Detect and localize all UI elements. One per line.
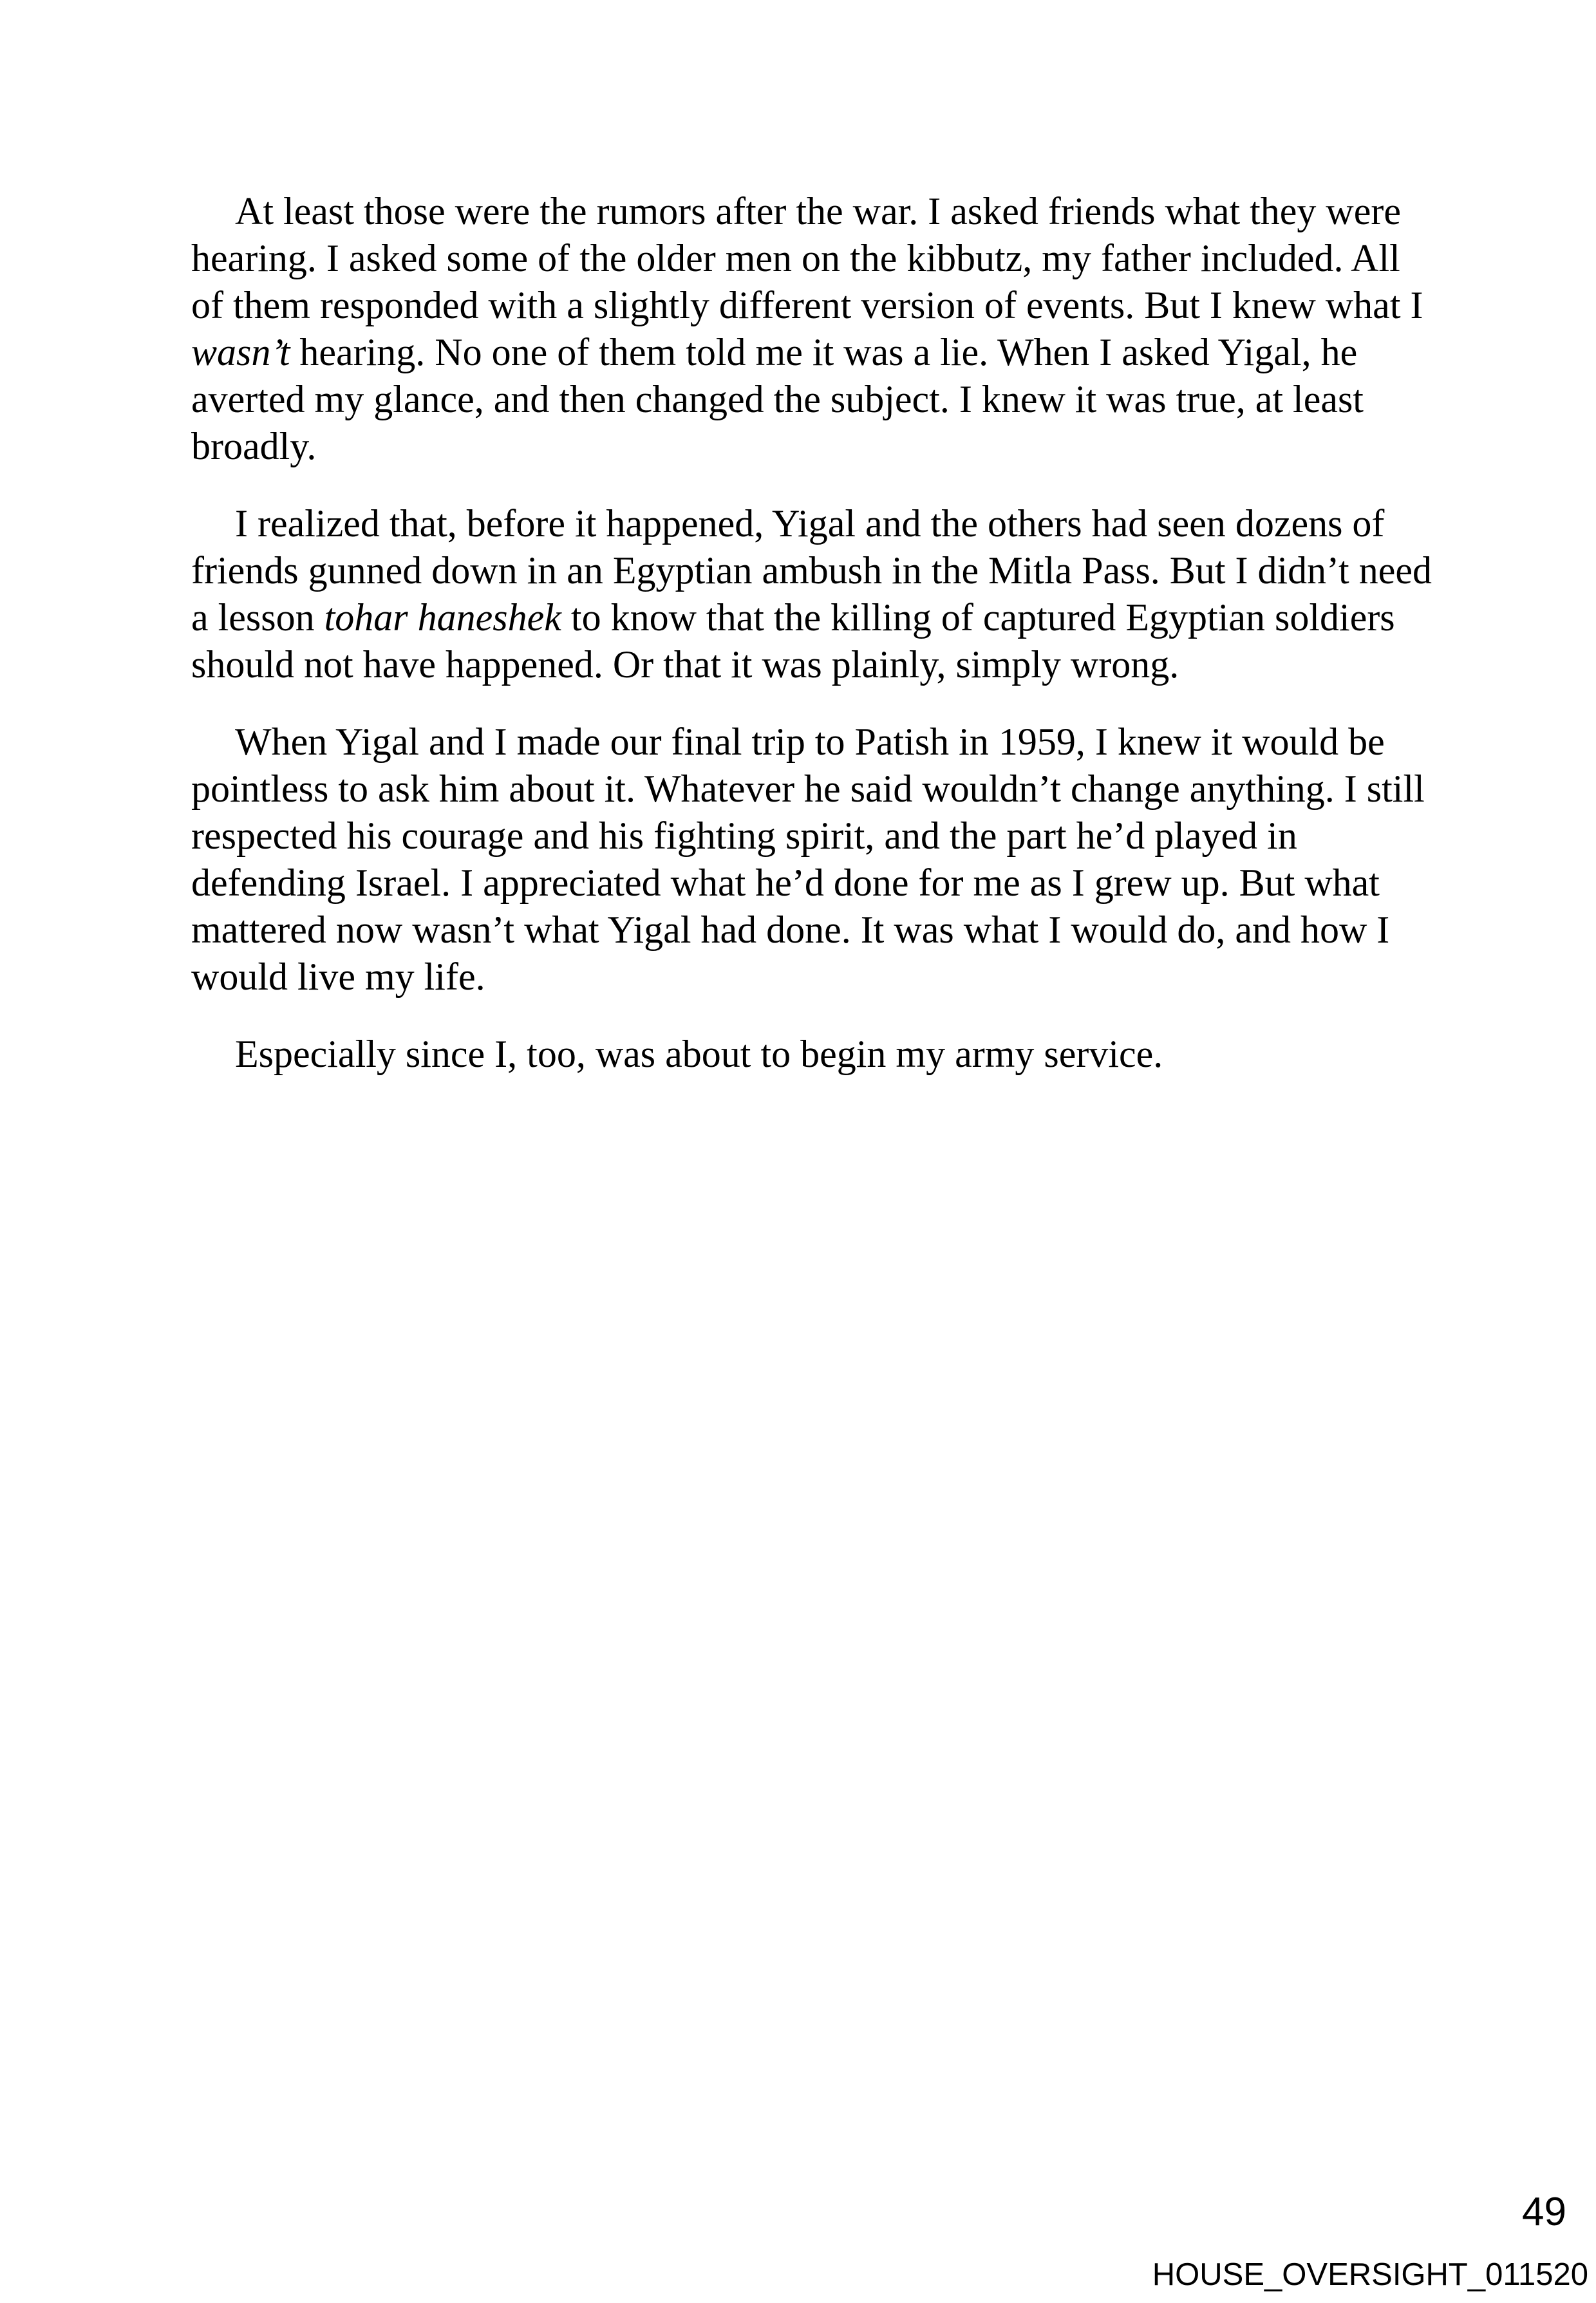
text-run: friends gunned down in an Egyptian ambush in the Mitla Pass. But I didn’t need (191, 549, 1432, 592)
text-run: to know that the killing of captured Egyptian soldiers (561, 596, 1395, 639)
text-run: When Yigal and I made our final trip to Patish in 1959, I knew it would be (235, 720, 1385, 763)
text-line (191, 1031, 1517, 1078)
paragraph (191, 1031, 1517, 1078)
text-line (191, 766, 1517, 813)
text-run: At least those were the rumors after the war. I asked friends what they were (235, 190, 1401, 232)
text-line (191, 719, 1517, 766)
text-line (191, 500, 1517, 547)
text-run: mattered now wasn’t what Yigal had done. It was what I would do, and how I (191, 908, 1390, 951)
text-run: averted my glance, and then changed the subject. I knew it was true, at least (191, 378, 1364, 420)
text-line (191, 282, 1517, 329)
text-line (191, 954, 1517, 1001)
paragraph (191, 188, 1517, 470)
text-run: pointless to ask him about it. Whatever he said wouldn’t change anything. I still (191, 767, 1425, 810)
text-line (191, 376, 1517, 423)
text-line (191, 860, 1517, 907)
text-run: should not have happened. Or that it was plainly, simply wrong. (191, 643, 1179, 686)
text-block (191, 188, 1517, 1108)
italic-text-run: wasn’t (191, 331, 290, 373)
text-line (191, 329, 1517, 376)
paragraph (191, 500, 1517, 688)
text-run: respected his courage and his fighting spirit, and the part he’d played in (191, 814, 1297, 857)
text-line (191, 235, 1517, 282)
text-line (191, 547, 1517, 594)
text-run: broadly. (191, 425, 317, 467)
text-line (191, 641, 1517, 688)
text-line (191, 813, 1517, 860)
text-run: hearing. I asked some of the older men on the kibbutz, my father included. All (191, 237, 1400, 279)
text-line (191, 423, 1517, 470)
text-run: defending Israel. I appreciated what he’d done for me as I grew up. But what (191, 861, 1380, 904)
page-number: 49 (1522, 2190, 1566, 2234)
text-run: Especially since I, too, was about to begin my army service. (235, 1033, 1163, 1075)
text-line (191, 594, 1517, 641)
text-line (191, 188, 1517, 235)
bates-stamp: HOUSE_OVERSIGHT_011520 (1152, 2257, 1588, 2292)
text-line (191, 907, 1517, 954)
text-run: would live my life. (191, 955, 485, 998)
text-run: hearing. No one of them told me it was a lie. When I asked Yigal, he (290, 331, 1358, 373)
italic-text-run: tohar haneshek (324, 596, 561, 639)
text-run: of them responded with a slightly different version of events. But I knew what I (191, 284, 1423, 326)
text-run: I realized that, before it happened, Yigal and the others had seen dozens of (235, 502, 1385, 545)
paragraph (191, 719, 1517, 1001)
text-run: a lesson (191, 596, 324, 639)
